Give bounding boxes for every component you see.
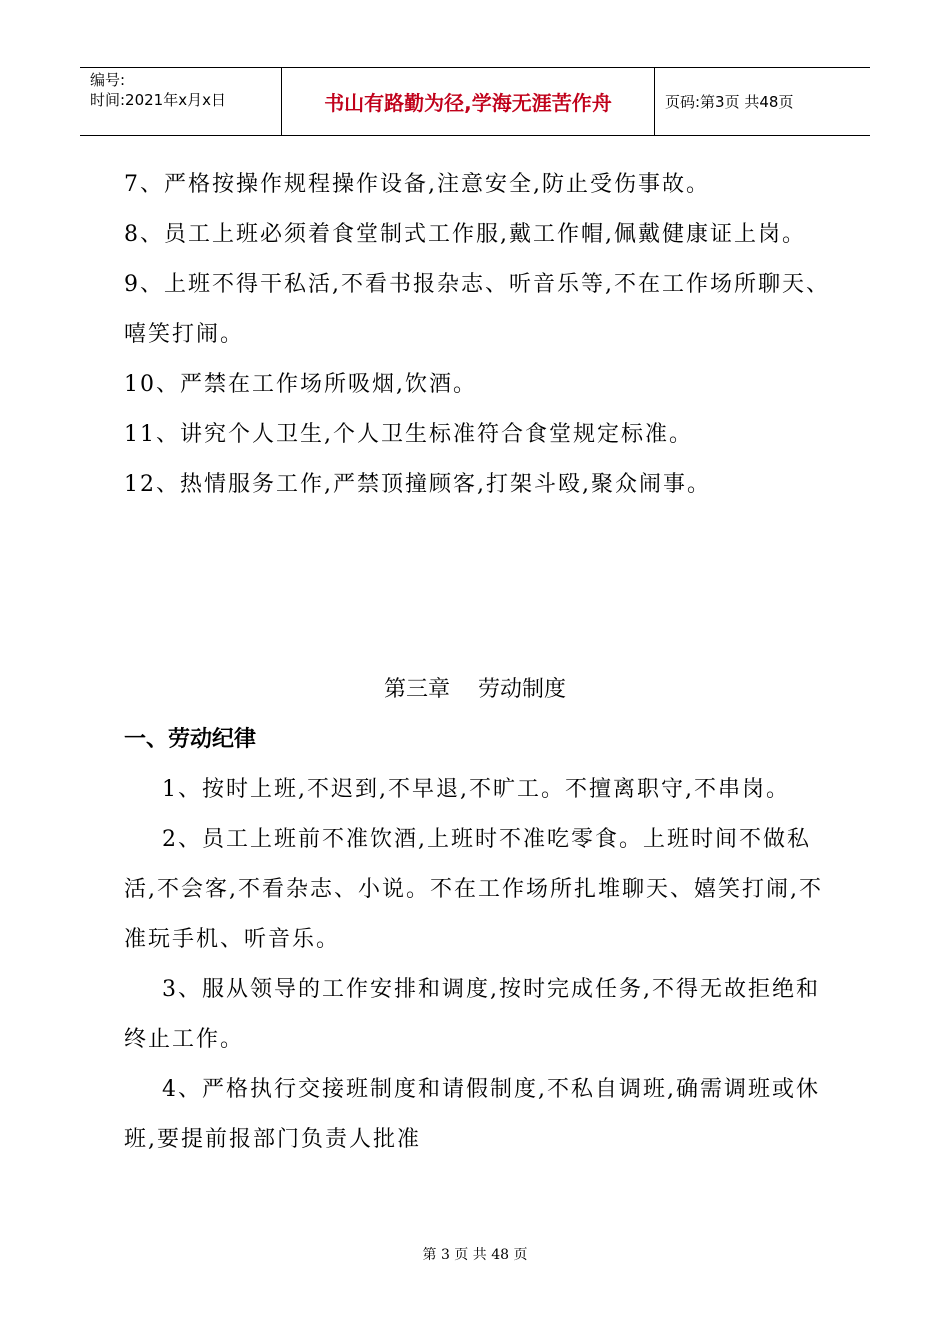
header-table bbox=[80, 67, 870, 136]
header-page-info: 页码:第3页 共48页 bbox=[665, 93, 794, 111]
rule-item: 12、热情服务工作,严禁顶撞顾客,打架斗殴,聚众闹事。 bbox=[124, 472, 711, 497]
rule-item: 8、员工上班必须着食堂制式工作服,戴工作帽,佩戴健康证上岗。 bbox=[124, 222, 806, 247]
discipline-item: 4、严格执行交接班制度和请假制度,不私自调班,确需调班或休班,要提前报部门负责人批准 bbox=[124, 1077, 820, 1152]
document-date: 时间:2021年x月x日 bbox=[90, 91, 226, 109]
rule-item: 11、讲究个人卫生,个人卫生标准符合食堂规定标准。 bbox=[124, 422, 693, 447]
header-meta bbox=[80, 68, 282, 135]
rule-item: 9、上班不得干私活,不看书报杂志、听音乐等,不在工作场所聊天、嘻笑打闹。 bbox=[124, 272, 830, 347]
document-number-label: 编号: bbox=[90, 71, 126, 89]
discipline-item: 1、按时上班,不迟到,不早退,不旷工。不擅离职守,不串岗。 bbox=[162, 777, 790, 802]
section-title: 一、劳动纪律 bbox=[124, 727, 257, 752]
rule-item: 7、严格按操作规程操作设备,注意安全,防止受伤事故。 bbox=[124, 172, 710, 197]
rules-continued bbox=[124, 160, 830, 510]
discipline-list bbox=[124, 765, 830, 1165]
discipline-item: 2、员工上班前不准饮酒,上班时不准吃零食。上班时间不做私活,不会客,不看杂志、小说。不在工作场所扎堆聊天、嬉笑打闹,不准玩手机、听音乐。 bbox=[124, 827, 823, 952]
discipline-item: 3、服从领导的工作安排和调度,按时完成任务,不得无故拒绝和终止工作。 bbox=[124, 977, 820, 1052]
header-slogan: 书山有路勤为径,学海无涯苦作舟 bbox=[282, 68, 655, 135]
page-footer: 第 3 页 共 48 页 bbox=[422, 1247, 528, 1263]
rule-item: 10、严禁在工作场所吸烟,饮酒。 bbox=[124, 372, 477, 397]
chapter-title: 第三章 劳动制度 bbox=[384, 677, 566, 702]
